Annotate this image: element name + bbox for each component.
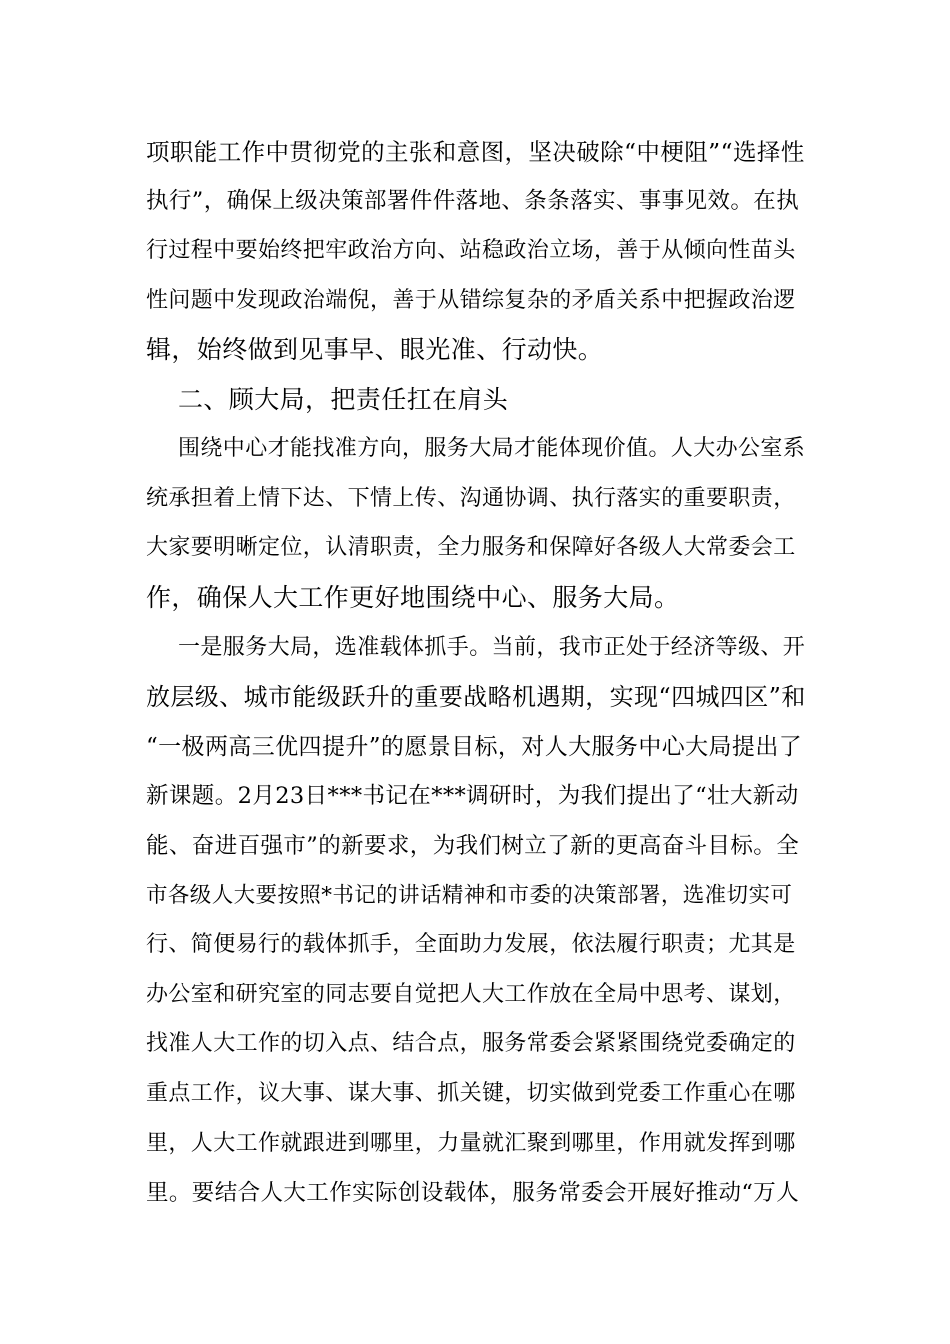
text-line-5: 辑，始终做到见事早、眼光准、行动快。	[146, 335, 604, 364]
text-line-7: 围绕中心才能找准方向，服务大局才能体现价值。人大办公室系	[178, 436, 806, 461]
text-line-15: 能、奋进百强市”的新要求，为我们树立了新的更高奋斗目标。全	[146, 833, 800, 859]
text-line-13: “一极两高三优四提升”的愿景目标，对人大服务中心大局提出了	[146, 734, 803, 760]
text-line-11: 一是服务大局，选准载体抓手。当前，我市正处于经济等级、开	[178, 635, 806, 660]
section-heading: 二、顾大局，把责任扛在肩头	[178, 385, 509, 414]
text-line-19: 找准人大工作的切入点、结合点，服务常委会紧紧围绕党委确定的	[146, 1031, 796, 1056]
text-line-8: 统承担着上情下达、下情上传、沟通协调、执行落实的重要职责，	[146, 486, 796, 511]
text-line-16: 市各级人大要按照*书记的讲话精神和市委的决策部署，选准切实可	[146, 883, 793, 908]
text-line-12: 放层级、城市能级跃升的重要战略机遇期，实现“四城四区”和	[146, 683, 806, 711]
text-line-20: 重点工作，议大事、谋大事、抓关键，切实做到党委工作重心在哪	[146, 1081, 796, 1106]
text-line-21: 里，人大工作就跟进到哪里，力量就汇聚到哪里，作用就发挥到哪	[146, 1131, 796, 1156]
text-line-18: 办公室和研究室的同志要自觉把人大工作放在全局中思考、谋划，	[146, 982, 796, 1007]
text-line-4: 性问题中发现政治端倪，善于从错综复杂的矛盾关系中把握政治逻	[146, 288, 796, 313]
text-line-3: 行过程中要始终把牢政治方向、站稳政治立场，善于从倾向性苗头	[146, 238, 796, 263]
text-line-1: 项职能工作中贯彻党的主张和意图，坚决破除“中梗阻”“选择性	[146, 138, 805, 166]
text-line-10: 作，确保人大工作更好地围绕中心、服务大局。	[146, 583, 680, 612]
text-line-9: 大家要明晰定位，认清职责，全力服务和保障好各级人大常委会工	[146, 535, 796, 560]
text-line-14: 新课题。2月23日***书记在***调研时，为我们提出了“壮大新动	[146, 783, 799, 809]
text-line-22: 里。要结合人大工作实际创设载体，服务常委会开展好推动“万人	[146, 1180, 800, 1206]
text-line-17: 行、简便易行的载体抓手，全面助力发展，依法履行职责；尤其是	[146, 932, 796, 957]
text-line-2: 执行”，确保上级决策部署件件落地、条条落实、事事见效。在执	[146, 188, 800, 214]
